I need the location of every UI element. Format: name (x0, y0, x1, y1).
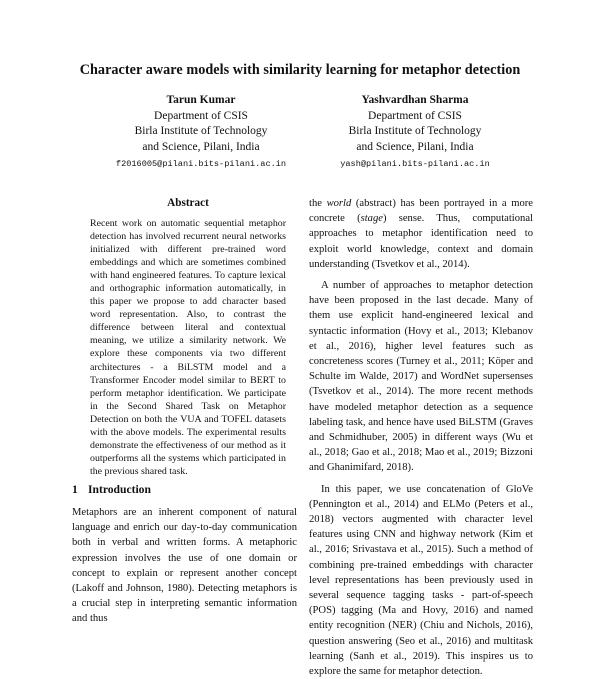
author-email: yash@pilani.bits-pilani.ac.in (340, 159, 490, 169)
right-paragraph-2: A number of approaches to metaphor detection have been proposed in the last decade. Many of them use explicit hand-engineered lexical and syntactic information (Hovy et al., 2013; Klebanov et al., 2016), higher level features such as concreteness scores (Turney et al., 2011; Köper and Schulte im Walde, 2017) and WordNet supersenses (Tsvetkov et al., 2014). The more recent methods have modeled metaphor detection as a sequence labeling task, and hence have used BiLSTM (Graves and Schmidhuber, 2005) in different ways (Wu et al., 2018; Gao et al., 2018; Mao et al., 2019; Bizzoni and Ghanimifard, 2018). (309, 280, 533, 474)
section-heading (72, 483, 297, 496)
abstract-heading: Abstract (167, 197, 209, 209)
author-location: and Science, Pilani, India (142, 140, 260, 153)
emphasis-world: world (326, 198, 352, 209)
paper-title: Character aware models with similarity learning for metaphor detection (79, 62, 521, 78)
author-department: Department of CSIS (154, 109, 248, 122)
author-institute: Birla Institute of Technology (348, 125, 482, 137)
author-institute: Birla Institute of Technology (134, 125, 268, 137)
right-paragraph-3: In this paper, we use concatenation of GloVe (Pennington et al., 2014) and ELMo (Peters et al., 2018) vectors augmented with character level features using CNN and highway network (Kim et al., 2016; Srivastava et al., 2015). Such a method of combining pre-trained embeddings with character level representations has been previously used in several sequence tagging tasks - part-of-speech (POS) tagging (Ma and Hovy, 2016) and named entity recognition (NER) (Chiu and Nichols, 2016), question answering (Seo et al., 2016) and multitask learning (Sanh et al., 2019). This inspires us to explore the same for metaphor detection. (309, 483, 533, 678)
text-run: ) sense. Thus, computational approaches to metaphor identification need to exploit world knowledge, context and domain understanding (Tsvetkov et al., 2014). (309, 213, 533, 270)
abstract-text: Recent work on automatic sequential metaphor detection has involved recurrent neural networks initialized with different pre-trained word embeddings and which are sometimes combined with hand engineered features. To capture lexical and orthographic information automatically, in this paper we propose to add character based word representation. Also, to contrast the difference between literal and contextual meaning, we utilize a similarity network. We explore these components via two different architectures - a BiLSTM model and a Transformer Encoder model similar to BERT to perform metaphor identification. We participate in the Second Shared Task on Metaphor Detection on both the VUA and TOFEL datasets with the above models. The experimental results demonstrate the effectiveness of our method as it outperforms all the systems which participated in the previous shared task. (90, 218, 286, 477)
text-run: (abstract) has been portrayed in a more concrete ( (309, 198, 533, 225)
author-location: and Science, Pilani, India (356, 140, 474, 153)
author-name: Tarun Kumar (166, 94, 236, 106)
author-name: Yashvardhan Sharma (361, 94, 469, 106)
emphasis-stage: stage (360, 213, 383, 225)
right-column (309, 196, 533, 679)
intro-paragraph-1: Metaphors are an inherent component of natural language and enrich our day-to-day communication both in verbal and written forms. A metaphoric expression involves the use of one domain or concept to explain or represent another concept (Lakoff and Johnson, 1980). Detecting metaphors is a crucial step in interpreting semantic information and thus (72, 507, 297, 625)
author-department: Department of CSIS (368, 109, 462, 122)
section-title: Introduction (88, 483, 151, 496)
intro-left-column (72, 505, 297, 627)
author-block-1 (86, 93, 316, 173)
text-run: the (309, 198, 327, 209)
section-number: 1 (72, 483, 78, 496)
author-email: f2016005@pilani.bits-pilani.ac.in (115, 159, 287, 169)
right-paragraph-1 (309, 196, 533, 272)
author-block-2 (300, 93, 530, 173)
